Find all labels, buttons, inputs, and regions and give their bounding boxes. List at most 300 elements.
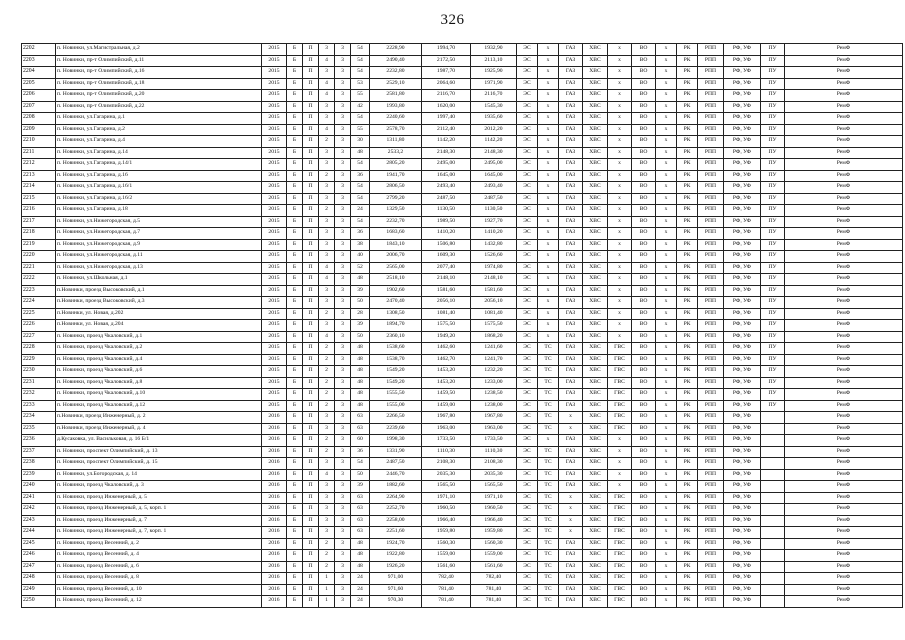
cell-hot-water: ГВС (608, 573, 632, 585)
cell-living-area: 1459,50 (422, 389, 471, 401)
cell-repair-fund: РемФ (785, 515, 903, 527)
cell-rpp: РПП (698, 550, 724, 562)
cell-entrances: 3 (335, 308, 351, 320)
cell-facade-work: РФ, УФ (724, 412, 761, 424)
cell-gas-supply: ГАЗ (559, 458, 583, 470)
cell-address: п. Новинки, ул.Гагарина, д.4 (56, 136, 262, 148)
cell-entrances: 3 (335, 274, 351, 286)
cell-entrances: 3 (335, 67, 351, 79)
cell-address: п. Новинки, проспект Олимпийский, д. 13 (56, 446, 262, 458)
cell-building-type: П (303, 527, 319, 539)
cell-apartments: 40 (351, 251, 370, 263)
cell-floors: 2 (319, 389, 335, 401)
cell-hot-water: х (608, 435, 632, 447)
cell-residential-area: 1110,30 (471, 446, 517, 458)
cell-facade-work: РФ, УФ (724, 504, 761, 516)
table-row (22, 159, 903, 171)
cell-repair-fund: РемФ (785, 573, 903, 585)
cell-total-area: 2446,70 (370, 469, 422, 481)
cell-repair-fund: РемФ (785, 389, 903, 401)
cell-total-area: 2266,50 (370, 412, 422, 424)
cell-heat-supply: х (538, 251, 559, 263)
cell-entrances: 3 (335, 354, 351, 366)
table-row (22, 228, 903, 240)
cell-drainage: ВО (632, 435, 656, 447)
cell-roofing-work: РК (677, 458, 698, 470)
cell-address: п.Новинки, ул. Новая, д.204 (56, 320, 262, 332)
cell-wall-type: Б (287, 412, 303, 424)
cell-apartments: 48 (351, 400, 370, 412)
cell-address: п. Новинки, проезд Чкаловский, д.8 (56, 377, 262, 389)
cell-heat-supply: ТС (538, 412, 559, 424)
cell-living-area: 1620,00 (422, 101, 471, 113)
cell-cold-water: ХВС (583, 377, 608, 389)
cell-total-area: 1941,70 (370, 170, 422, 182)
cell-gas-supply: ГАЗ (559, 262, 583, 274)
cell-apartments: 54 (351, 159, 370, 171)
cell-facade-work: РФ, УФ (724, 78, 761, 90)
cell-entrances: 3 (335, 124, 351, 136)
cell-heat-supply: х (538, 90, 559, 102)
cell-extra: х (656, 182, 677, 194)
cell-address: п. Новинки, проезд Чкаловский, д.6 (56, 366, 262, 378)
cell-record-number: 2215 (22, 193, 56, 205)
cell-metering-devices: ПУ (761, 366, 785, 378)
cell-living-area: 782,40 (422, 573, 471, 585)
cell-address: п. Новинки, ул.Гагарина, д.1 (56, 113, 262, 125)
cell-gas-supply: ГАЗ (559, 216, 583, 228)
cell-repair-fund: РемФ (785, 481, 903, 493)
cell-address: п. Новинки, проезд Весенний, д. 6 (56, 561, 262, 573)
cell-facade-work: РФ, УФ (724, 67, 761, 79)
cell-metering-devices: ПУ (761, 101, 785, 113)
table-row (22, 435, 903, 447)
cell-year: 2015 (262, 170, 287, 182)
cell-hot-water: х (608, 205, 632, 217)
cell-repair-fund: РемФ (785, 435, 903, 447)
cell-total-area: 2806,50 (370, 182, 422, 194)
cell-wall-type: Б (287, 228, 303, 240)
cell-total-area: 2490,40 (370, 55, 422, 67)
cell-building-type: П (303, 435, 319, 447)
cell-apartments: 55 (351, 124, 370, 136)
cell-power-supply: ЭС (517, 412, 538, 424)
cell-floors: 2 (319, 308, 335, 320)
table-row (22, 274, 903, 286)
cell-gas-supply: ГАЗ (559, 159, 583, 171)
cell-cold-water: ХВС (583, 331, 608, 343)
cell-extra: х (656, 101, 677, 113)
cell-drainage: ВО (632, 446, 656, 458)
cell-year: 2015 (262, 285, 287, 297)
cell-gas-supply: ГАЗ (559, 113, 583, 125)
cell-gas-supply: ГАЗ (559, 228, 583, 240)
cell-cold-water: ХВС (583, 400, 608, 412)
cell-gas-supply: ГАЗ (559, 354, 583, 366)
cell-wall-type: Б (287, 354, 303, 366)
cell-wall-type: Б (287, 389, 303, 401)
cell-repair-fund: РемФ (785, 147, 903, 159)
cell-roofing-work: РК (677, 297, 698, 309)
cell-extra: х (656, 193, 677, 205)
cell-entrances: 3 (335, 538, 351, 550)
cell-year: 2016 (262, 412, 287, 424)
cell-apartments: 54 (351, 55, 370, 67)
cell-wall-type: Б (287, 239, 303, 251)
cell-cold-water: ХВС (583, 136, 608, 148)
cell-apartments: 42 (351, 101, 370, 113)
cell-extra: х (656, 113, 677, 125)
cell-repair-fund: РемФ (785, 527, 903, 539)
cell-roofing-work: РК (677, 308, 698, 320)
cell-power-supply: ЭС (517, 78, 538, 90)
cell-hot-water: х (608, 78, 632, 90)
cell-drainage: ВО (632, 389, 656, 401)
cell-roofing-work: РК (677, 193, 698, 205)
cell-gas-supply: ГАЗ (559, 285, 583, 297)
cell-cold-water: ХВС (583, 101, 608, 113)
cell-total-area: 2487,50 (370, 458, 422, 470)
cell-hot-water: х (608, 44, 632, 56)
cell-year: 2015 (262, 366, 287, 378)
cell-address: п. Новинки, проезд Чкаловский, д.4 (56, 354, 262, 366)
cell-metering-devices: ПУ (761, 262, 785, 274)
cell-cold-water: ХВС (583, 492, 608, 504)
cell-total-area: 1549,20 (370, 377, 422, 389)
cell-repair-fund: РемФ (785, 596, 903, 608)
cell-heat-supply: ТС (538, 573, 559, 585)
cell-heat-supply: ТС (538, 366, 559, 378)
cell-entrances: 3 (335, 251, 351, 263)
cell-year: 2015 (262, 228, 287, 240)
cell-heat-supply: х (538, 44, 559, 56)
cell-roofing-work: РК (677, 136, 698, 148)
cell-gas-supply: ГАЗ (559, 101, 583, 113)
cell-address: д.Кусаковка, ул. Васильковая, д. 16 Б/1 (56, 435, 262, 447)
cell-floors: 3 (319, 101, 335, 113)
cell-wall-type: Б (287, 67, 303, 79)
cell-living-area: 1142,20 (422, 136, 471, 148)
cell-building-type: П (303, 412, 319, 424)
cell-total-area: 2006,70 (370, 251, 422, 263)
cell-entrances: 3 (335, 458, 351, 470)
cell-roofing-work: РК (677, 205, 698, 217)
cell-wall-type: Б (287, 550, 303, 562)
cell-metering-devices: ПУ (761, 44, 785, 56)
cell-extra: х (656, 389, 677, 401)
cell-repair-fund: РемФ (785, 262, 903, 274)
cell-apartments: 39 (351, 320, 370, 332)
cell-drainage: ВО (632, 274, 656, 286)
cell-year: 2016 (262, 446, 287, 458)
cell-total-area: 1882,60 (370, 481, 422, 493)
cell-rpp: РПП (698, 538, 724, 550)
cell-metering-devices: ПУ (761, 55, 785, 67)
cell-record-number: 2203 (22, 55, 56, 67)
cell-rpp: РПП (698, 182, 724, 194)
cell-extra: х (656, 239, 677, 251)
cell-floors: 2 (319, 446, 335, 458)
cell-repair-fund: РемФ (785, 78, 903, 90)
cell-residential-area: 2116,70 (471, 90, 517, 102)
cell-residential-area: 2487,50 (471, 193, 517, 205)
cell-gas-supply: ГАЗ (559, 193, 583, 205)
cell-wall-type: Б (287, 205, 303, 217)
cell-facade-work: РФ, УФ (724, 469, 761, 481)
cell-power-supply: ЭС (517, 136, 538, 148)
cell-hot-water: х (608, 458, 632, 470)
cell-drainage: ВО (632, 113, 656, 125)
cell-total-area: 1555,00 (370, 400, 422, 412)
cell-drainage: ВО (632, 320, 656, 332)
cell-living-area: 1971,10 (422, 492, 471, 504)
cell-cold-water: ХВС (583, 320, 608, 332)
cell-gas-supply: х (559, 412, 583, 424)
cell-drainage: ВО (632, 412, 656, 424)
cell-rpp: РПП (698, 412, 724, 424)
cell-building-type: П (303, 44, 319, 56)
cell-wall-type: Б (287, 78, 303, 90)
cell-facade-work: РФ, УФ (724, 515, 761, 527)
cell-year: 2015 (262, 90, 287, 102)
table-row (22, 550, 903, 562)
cell-residential-area: 1142,20 (471, 136, 517, 148)
cell-cold-water: ХВС (583, 458, 608, 470)
cell-floors: 3 (319, 320, 335, 332)
cell-residential-area: 1971,10 (471, 492, 517, 504)
cell-cold-water: ХВС (583, 389, 608, 401)
cell-repair-fund: РемФ (785, 412, 903, 424)
cell-extra: х (656, 205, 677, 217)
cell-extra: х (656, 377, 677, 389)
cell-power-supply: ЭС (517, 527, 538, 539)
table-row (22, 285, 903, 297)
cell-entrances: 3 (335, 481, 351, 493)
cell-drainage: ВО (632, 159, 656, 171)
cell-heat-supply: х (538, 101, 559, 113)
cell-roofing-work: РК (677, 170, 698, 182)
cell-floors: 3 (319, 228, 335, 240)
cell-building-type: П (303, 297, 319, 309)
cell-metering-devices: ПУ (761, 331, 785, 343)
cell-building-type: П (303, 124, 319, 136)
cell-extra: х (656, 550, 677, 562)
cell-metering-devices: ПУ (761, 113, 785, 125)
cell-wall-type: Б (287, 285, 303, 297)
cell-roofing-work: РК (677, 481, 698, 493)
cell-total-area: 2240,60 (370, 113, 422, 125)
cell-address: п. Новинки, ул.Нижегородская, д.7 (56, 228, 262, 240)
cell-year: 2015 (262, 182, 287, 194)
cell-power-supply: ЭС (517, 596, 538, 608)
cell-facade-work: РФ, УФ (724, 205, 761, 217)
cell-wall-type: Б (287, 90, 303, 102)
cell-roofing-work: РК (677, 90, 698, 102)
cell-year: 2015 (262, 136, 287, 148)
cell-entrances: 3 (335, 239, 351, 251)
cell-cold-water: ХВС (583, 446, 608, 458)
cell-total-area: 1993,80 (370, 101, 422, 113)
cell-apartments: 54 (351, 458, 370, 470)
cell-repair-fund: РемФ (785, 55, 903, 67)
cell-heat-supply: х (538, 308, 559, 320)
cell-roofing-work: РК (677, 538, 698, 550)
cell-apartments: 55 (351, 90, 370, 102)
cell-facade-work: РФ, УФ (724, 366, 761, 378)
cell-metering-devices: ПУ (761, 136, 785, 148)
cell-cold-water: ХВС (583, 55, 608, 67)
cell-residential-area: 1925,90 (471, 67, 517, 79)
cell-hot-water: х (608, 216, 632, 228)
cell-roofing-work: РК (677, 561, 698, 573)
cell-wall-type: Б (287, 492, 303, 504)
cell-extra: х (656, 55, 677, 67)
cell-extra: х (656, 481, 677, 493)
cell-gas-supply: ГАЗ (559, 170, 583, 182)
cell-wall-type: Б (287, 343, 303, 355)
cell-extra: х (656, 527, 677, 539)
cell-year: 2015 (262, 251, 287, 263)
cell-roofing-work: РК (677, 239, 698, 251)
cell-roofing-work: РК (677, 550, 698, 562)
cell-floors: 1 (319, 584, 335, 596)
cell-hot-water: х (608, 481, 632, 493)
cell-wall-type: Б (287, 481, 303, 493)
cell-power-supply: ЭС (517, 331, 538, 343)
cell-power-supply: ЭС (517, 297, 538, 309)
cell-drainage: ВО (632, 515, 656, 527)
cell-apartments: 54 (351, 44, 370, 56)
cell-facade-work: РФ, УФ (724, 423, 761, 435)
cell-facade-work: РФ, УФ (724, 400, 761, 412)
cell-rpp: РПП (698, 124, 724, 136)
cell-rpp: РПП (698, 67, 724, 79)
cell-total-area: 1329,50 (370, 205, 422, 217)
cell-wall-type: Б (287, 147, 303, 159)
cell-power-supply: ЭС (517, 308, 538, 320)
cell-gas-supply: ГАЗ (559, 274, 583, 286)
cell-entrances: 3 (335, 504, 351, 516)
cell-drainage: ВО (632, 458, 656, 470)
cell-rpp: РПП (698, 193, 724, 205)
cell-hot-water: ГВС (608, 366, 632, 378)
cell-drainage: ВО (632, 182, 656, 194)
cell-wall-type: Б (287, 193, 303, 205)
cell-drainage: ВО (632, 193, 656, 205)
cell-apartments: 60 (351, 435, 370, 447)
cell-record-number: 2236 (22, 435, 56, 447)
cell-repair-fund: РемФ (785, 67, 903, 79)
cell-power-supply: ЭС (517, 274, 538, 286)
table-row (22, 297, 903, 309)
cell-facade-work: РФ, УФ (724, 159, 761, 171)
cell-repair-fund: РемФ (785, 205, 903, 217)
cell-heat-supply: х (538, 124, 559, 136)
cell-building-type: П (303, 159, 319, 171)
cell-building-type: П (303, 205, 319, 217)
cell-heat-supply: х (538, 170, 559, 182)
cell-living-area: 1989,50 (422, 216, 471, 228)
cell-wall-type: Б (287, 297, 303, 309)
cell-wall-type: Б (287, 400, 303, 412)
cell-total-area: 1894,70 (370, 320, 422, 332)
cell-wall-type: Б (287, 136, 303, 148)
cell-gas-supply: ГАЗ (559, 400, 583, 412)
cell-drainage: ВО (632, 285, 656, 297)
cell-cold-water: ХВС (583, 251, 608, 263)
cell-rpp: РПП (698, 504, 724, 516)
cell-address: п. Новинки, ул.Гагарина, д.18 (56, 205, 262, 217)
cell-extra: х (656, 538, 677, 550)
cell-repair-fund: РемФ (785, 343, 903, 355)
cell-facade-work: РФ, УФ (724, 492, 761, 504)
cell-entrances: 3 (335, 412, 351, 424)
cell-address: п. Новинки, проезд Чкаловский, д.12 (56, 400, 262, 412)
cell-power-supply: ЭС (517, 435, 538, 447)
cell-year: 2015 (262, 331, 287, 343)
cell-building-type: П (303, 481, 319, 493)
cell-metering-devices (761, 596, 785, 608)
cell-metering-devices: ПУ (761, 320, 785, 332)
cell-entrances: 3 (335, 320, 351, 332)
cell-floors: 3 (319, 159, 335, 171)
cell-repair-fund: РемФ (785, 469, 903, 481)
cell-extra: х (656, 469, 677, 481)
cell-total-area: 2470,40 (370, 297, 422, 309)
cell-heat-supply: х (538, 78, 559, 90)
cell-heat-supply: х (538, 113, 559, 125)
cell-building-type: П (303, 331, 319, 343)
cell-extra: х (656, 216, 677, 228)
cell-roofing-work: РК (677, 124, 698, 136)
cell-building-type: П (303, 389, 319, 401)
cell-address: п. Новинки, проезд Весенний, д. 10 (56, 584, 262, 596)
cell-entrances: 3 (335, 584, 351, 596)
cell-rpp: РПП (698, 527, 724, 539)
cell-entrances: 3 (335, 285, 351, 297)
cell-record-number: 2228 (22, 343, 56, 355)
cell-cold-water: ХВС (583, 550, 608, 562)
cell-address: п. Новинки, пр-т Олимпийский, д.22 (56, 101, 262, 113)
cell-cold-water: ХВС (583, 78, 608, 90)
cell-total-area: 2799,20 (370, 193, 422, 205)
cell-gas-supply: ГАЗ (559, 366, 583, 378)
cell-building-type: П (303, 136, 319, 148)
cell-cold-water: ХВС (583, 573, 608, 585)
cell-floors: 3 (319, 182, 335, 194)
cell-residential-area: 1963,00 (471, 423, 517, 435)
cell-address: п. Новинки, пр-т Олимпийский, д.11 (56, 55, 262, 67)
cell-rpp: РПП (698, 343, 724, 355)
cell-wall-type: Б (287, 113, 303, 125)
cell-rpp: РПП (698, 78, 724, 90)
cell-gas-supply: ГАЗ (559, 469, 583, 481)
cell-wall-type: Б (287, 251, 303, 263)
cell-rpp: РПП (698, 389, 724, 401)
cell-floors: 4 (319, 331, 335, 343)
cell-rpp: РПП (698, 481, 724, 493)
cell-record-number: 2231 (22, 377, 56, 389)
cell-residential-area: 1960,50 (471, 504, 517, 516)
cell-gas-supply: х (559, 527, 583, 539)
cell-record-number: 2232 (22, 389, 56, 401)
cell-facade-work: РФ, УФ (724, 147, 761, 159)
cell-building-type: П (303, 216, 319, 228)
cell-hot-water: ГВС (608, 584, 632, 596)
cell-record-number: 2233 (22, 400, 56, 412)
cell-cold-water: ХВС (583, 469, 608, 481)
cell-apartments: 54 (351, 216, 370, 228)
